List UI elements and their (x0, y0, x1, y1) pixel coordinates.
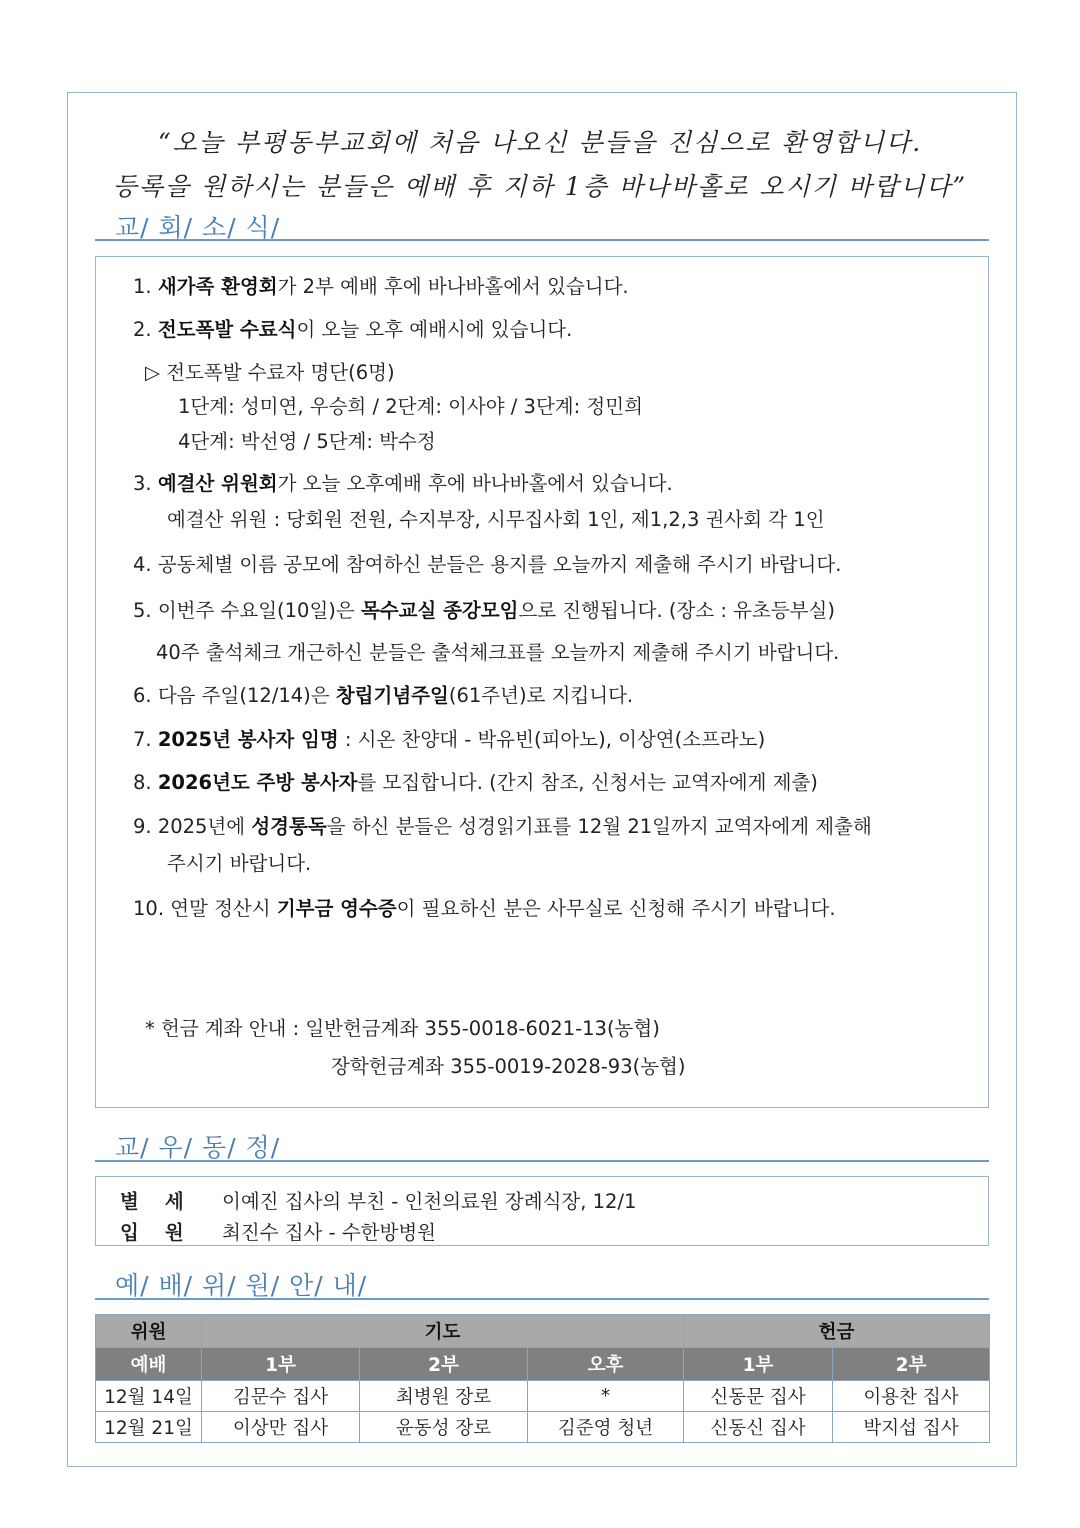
table-cell: 최병원 장로 (360, 1381, 528, 1412)
graduates-line-1: 1단계: 성미연, 우승희 / 2단계: 이사야 / 3단계: 정민희 (178, 395, 643, 418)
table-header-row-2 (96, 1348, 990, 1381)
header-cell: 예배 (96, 1348, 202, 1381)
committee-table (95, 1314, 990, 1443)
family-row-text: 최진수 집사 - 수한방병원 (222, 1221, 437, 1244)
table-cell: 이상만 집사 (202, 1412, 360, 1443)
budget-members: 예결산 위원 : 당회원 전원, 수지부장, 시무집사회 1인, 제1,2,3 권사회 각 1인 (167, 508, 825, 531)
family-row-funeral (120, 1186, 636, 1214)
family-row-label: 입원 (120, 1221, 210, 1244)
news-item-9-continued: 주시기 바랍니다. (167, 852, 312, 875)
news-item-1: 1. 새가족 환영회가 2부 예배 후에 바나바홀에서 있습니다. (133, 275, 629, 298)
header-cell: 2부 (833, 1348, 990, 1381)
table-cell: 12월 21일 (96, 1412, 202, 1443)
news-item-6: 6. 다음 주일(12/14)은 창립기념주일(61주년)로 지킵니다. (133, 684, 634, 707)
family-row-label: 별세 (120, 1190, 210, 1213)
news-item-3: 3. 예결산 위원회가 오늘 오후예배 후에 바나바홀에서 있습니다. (133, 472, 673, 495)
table-cell: 김문수 집사 (202, 1381, 360, 1412)
header-cell: 오후 (528, 1348, 684, 1381)
committee-section-title: 예/ 배/ 위/ 원/ 안/ 내/ (115, 1271, 368, 1300)
welcome-line-1: “오늘 부평동부교회에 처음 나오신 분들을 진심으로 환영합니다. (157, 128, 923, 157)
header-cell: 위원 (96, 1315, 202, 1348)
news-item-9: 9. 2025년에 성경통독을 하신 분들은 성경읽기표를 12월 21일까지 교역자에게 제출해 (133, 815, 872, 838)
header-cell-offering: 헌금 (684, 1315, 990, 1348)
table-cell: * (528, 1381, 684, 1412)
table-cell: 신동신 집사 (684, 1412, 833, 1443)
table-row (96, 1412, 990, 1443)
family-section-title: 교/ 우/ 동/ 정/ (115, 1133, 281, 1162)
table-cell: 신동문 집사 (684, 1381, 833, 1412)
news-item-4: 4. 공동체별 이름 공모에 참여하신 분들은 용지를 오늘까지 제출해 주시기 바랍니다. (133, 553, 842, 576)
header-cell: 1부 (684, 1348, 833, 1381)
table-cell: 윤동성 장로 (360, 1412, 528, 1443)
news-item-10: 10. 연말 정산시 기부금 영수증이 필요하신 분은 사무실로 신청해 주시기 바랍니다. (133, 897, 836, 920)
family-section-rule (95, 1160, 989, 1162)
offering-account-line-1: * 헌금 계좌 안내 : 일반헌금계좌 355-0018-6021-13(농협) (145, 1017, 660, 1040)
table-cell: 이용찬 집사 (833, 1381, 990, 1412)
news-item-8: 8. 2026년도 주방 봉사자를 모집합니다. (간지 참조, 신청서는 교역자에게 제출) (133, 771, 818, 794)
header-cell: 1부 (202, 1348, 360, 1381)
family-row-text: 이예진 집사의 부친 - 인천의료원 장례식장, 12/1 (222, 1190, 637, 1213)
news-item-2: 2. 전도폭발 수료식이 오늘 오후 예배시에 있습니다. (133, 318, 573, 341)
table-cell: 12월 14일 (96, 1381, 202, 1412)
table-cell: 김준영 청년 (528, 1412, 684, 1443)
news-section-rule (95, 239, 989, 241)
family-row-hospital (120, 1217, 436, 1245)
table-row (96, 1381, 990, 1412)
welcome-line-2: 등록을 원하시는 분들은 예배 후 지하 1층 바나바홀로 오시기 바랍니다” (112, 172, 968, 201)
graduates-line-2: 4단계: 박선영 / 5단계: 박수정 (178, 430, 436, 453)
news-item-7: 7. 2025년 봉사자 임명 : 시온 찬양대 - 박유빈(피아노), 이상연(소프라노) (133, 728, 766, 751)
header-cell: 2부 (360, 1348, 528, 1381)
committee-section-rule (95, 1298, 989, 1300)
news-item-5: 5. 이번주 수요일(10일)은 목수교실 종강모임으로 진행됩니다. (장소 : 유초등부실) (133, 599, 835, 622)
table-header-row-1 (96, 1315, 990, 1348)
table-cell: 박지섭 집사 (833, 1412, 990, 1443)
news-section-title: 교/ 회/ 소/ 식/ (115, 213, 281, 242)
offering-account-line-2: 장학헌금계좌 355-0019-2028-93(농협) (331, 1055, 686, 1078)
header-cell-prayer: 기도 (202, 1315, 684, 1348)
graduates-header: ▷ 전도폭발 수료자 명단(6명) (145, 361, 395, 384)
attendance-note: 40주 출석체크 개근하신 분들은 출석체크표를 오늘까지 제출해 주시기 바랍니다. (156, 641, 840, 664)
